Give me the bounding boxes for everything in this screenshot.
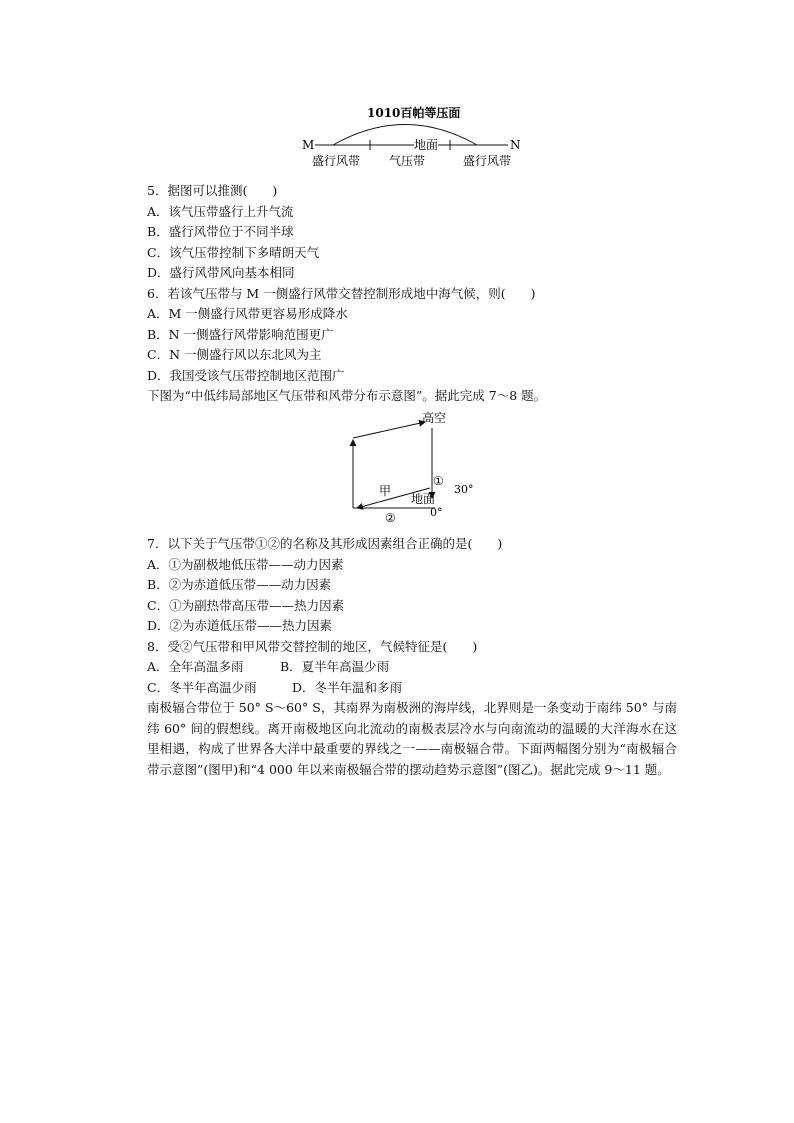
q8-option-a: A．全年高温多雨 [147, 659, 244, 674]
q7-option-c: C．①为副热带高压带——热力因素 [147, 598, 345, 613]
label-left-belt: 盛行风带 [312, 154, 361, 168]
label-ground: 地面 [414, 138, 439, 152]
q7-option-d: D．②为赤道低压带——热力因素 [147, 618, 333, 633]
pressure-wind-figure [345, 408, 475, 526]
isobar-label: 1010百帕等压面 [367, 106, 461, 120]
intro-7-8: 下图为“中低纬局部地区气压带和风带分布示意图”。据此完成 7～8 题。 [147, 388, 547, 403]
q8-option-c: C．冬半年高温少雨 [147, 680, 257, 695]
label-lat-0: 0° [430, 506, 443, 519]
label-right-belt: 盛行风带 [463, 154, 512, 168]
label-middle-belt: 气压带 [389, 154, 426, 168]
q6-option-b: B．N 一侧盛行风带影响范围更广 [147, 327, 334, 342]
label-ground-2: 地面 [411, 492, 436, 506]
label-high-altitude: 高空 [422, 411, 447, 425]
label-m: M [302, 138, 315, 152]
label-circle-2: ② [385, 511, 396, 525]
isobar-curve [333, 125, 477, 146]
q7-option-b: B．②为赤道低压带——动力因素 [147, 577, 332, 592]
q6-stem: 6．若该气压带与 M 一侧盛行风带交替控制形成地中海气候，则( ) [147, 286, 536, 301]
label-lat-30: 30° [454, 483, 474, 496]
q5-stem: 5．据图可以推测( ) [147, 183, 278, 198]
paragraph-9-11: 南极辐合带位于 50° S～60° S，其南界为南极洲的海岸线，北界则是一条变动于南纬 50° 与南纬 60° 间的假想线。离开南极地区向北流动的南极表层冷水与向南流动的温暖的大洋海水在这里相遇，构成了世界各大洋中最重要的界线之一——南极辐合带。下面两幅图分别为“南极辐合带示意图”(图甲)和“4 000 年以来南极辐合带的摆动趋势示意图”(图乙)。据此完成 9～11 题。 [147, 700, 677, 777]
q5-option-a: A．该气压带盛行上升气流 [147, 204, 294, 219]
q7-option-a: A．①为副极地低压带——动力因素 [147, 557, 344, 572]
label-circle-1: ① [433, 474, 444, 488]
q6-option-a: A．M 一侧盛行风带更容易形成降水 [147, 306, 348, 321]
q5-option-d: D．盛行风带风向基本相同 [147, 265, 295, 280]
q5-option-b: B．盛行风带位于不同半球 [147, 224, 294, 239]
isobar-figure [295, 100, 535, 172]
q7-stem: 7．以下关于气压带①②的名称及其形成因素组合正确的是( ) [147, 536, 503, 551]
label-n: N [510, 138, 521, 152]
label-jia: 甲 [379, 484, 392, 498]
q5-option-c: C．该气压带控制下多晴朗天气 [147, 245, 320, 260]
q6-option-d: D．我国受该气压带控制地区范围广 [147, 368, 345, 383]
q8-option-b: B．夏半年高温少雨 [280, 659, 390, 674]
upper-airflow-arrow [353, 422, 425, 438]
q6-option-c: C．N 一侧盛行风以东北风为主 [147, 347, 322, 362]
q8-stem: 8．受②气压带和甲风带交替控制的地区，气候特征是( ) [147, 639, 478, 654]
q8-option-d: D．冬半年温和多雨 [292, 680, 403, 695]
